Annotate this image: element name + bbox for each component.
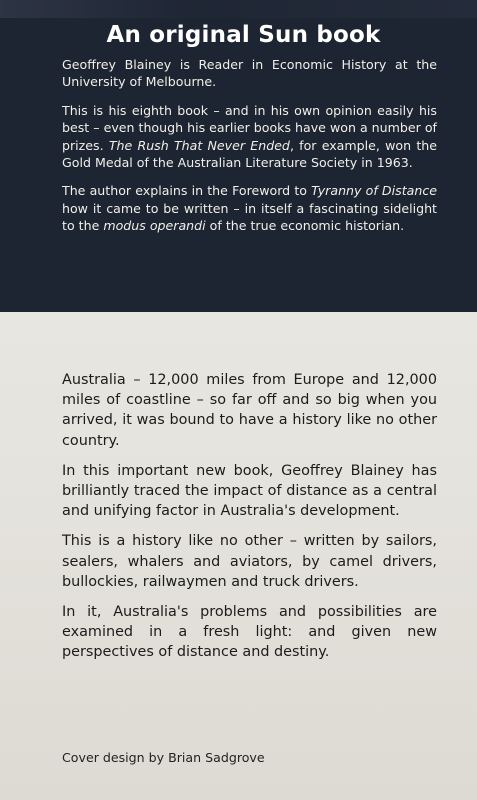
author-paragraph-3-text-a: The author explains in the Foreword to — [62, 183, 312, 199]
author-paragraph-1-text: Geoffrey Blainey is Reader in Economic History at the University of Melbourne. — [62, 57, 437, 90]
author-paragraph-3-text-c: of the true economic historian. — [205, 218, 405, 234]
headline: An original Sun book — [106, 22, 381, 48]
book-title-rush: The Rush That Never Ended — [108, 137, 290, 153]
author-panel — [0, 0, 477, 312]
description-panel — [62, 370, 437, 673]
description-paragraph-3: This is a history like no other – written by sailors, sealers, whalers and aviators, by camel drivers, bullockies, railwaymen and truck drivers. — [62, 533, 437, 590]
description-paragraph-1: Australia – 12,000 miles from Europe and 12,000 miles of coastline – so far off and so big when you arrived, it was bound to have a history like no other country. — [62, 372, 437, 449]
author-paragraph-2 — [62, 102, 437, 172]
cover-design-credit: Cover design by Brian Sadgrove — [62, 750, 265, 765]
description-paragraph-2: In this important new book, Geoffrey Blainey has brilliantly traced the impact of distance as a central and unifying factor in Australia's development. — [62, 462, 437, 520]
author-paragraph-3 — [62, 182, 437, 234]
author-paragraph-2-text-a: This is his eighth book – and in his own opinion easily his best – even though his earlier books have won a number of prizes. — [62, 102, 437, 153]
description-paragraph-4: In it, Australia's problems and possibilities are examined in a fresh light: and given new perspectives of distance and destiny. — [62, 604, 437, 661]
latin-phrase: modus operandi — [103, 218, 206, 234]
author-paragraph-2-text-b: , for example, won the Gold Medal of the Australian Literature Society in 1963. — [62, 137, 437, 171]
author-paragraph-3-text-b: how it came to be written – in itself a fascinating sidelight to the — [62, 200, 437, 234]
book-title-tyranny: Tyranny of Distance — [311, 183, 437, 199]
author-paragraph-1 — [62, 56, 437, 91]
